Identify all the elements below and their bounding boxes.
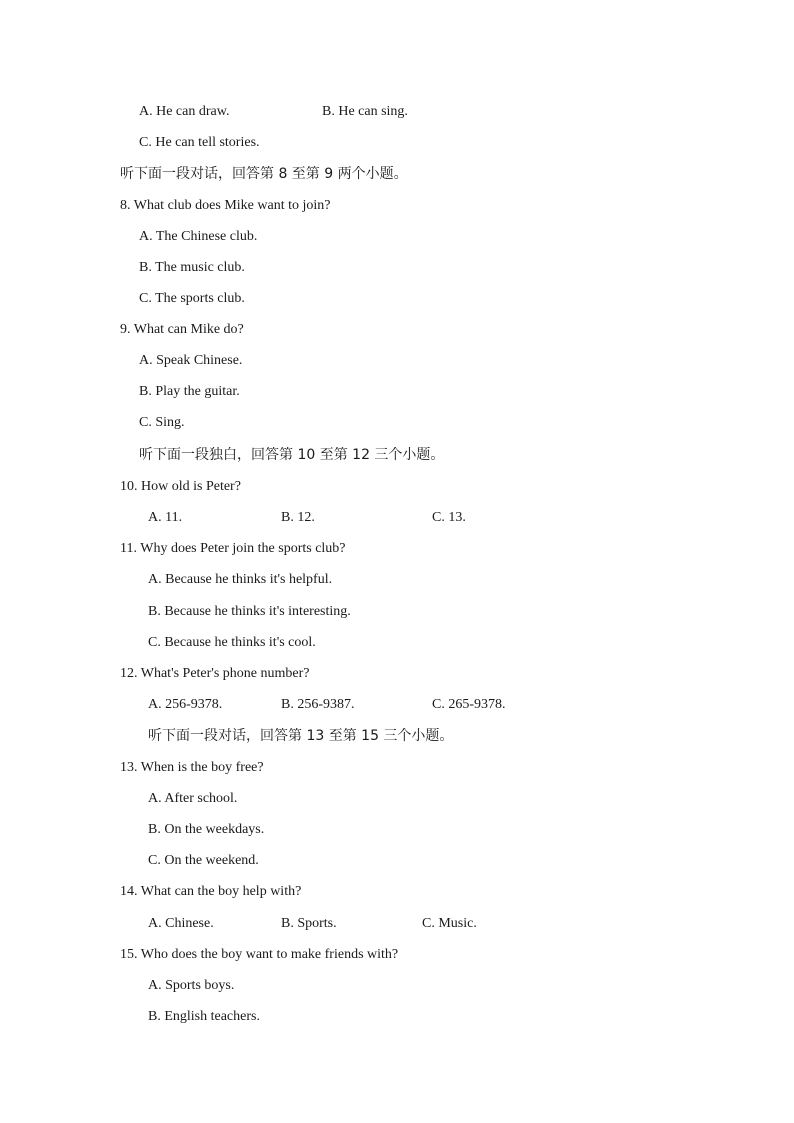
q11-option-c: C. Because he thinks it's cool. <box>148 635 316 650</box>
q11-question: 11. Why does Peter join the sports club? <box>120 541 346 556</box>
q14-option-a: A. Chinese. <box>148 916 214 931</box>
q12-option-a: A. 256-9378. <box>148 697 223 712</box>
section-instruction-10-12: 听下面一段独白，回答第 10 至第 12 三个小题。 <box>139 447 445 463</box>
q11-option-a: A. Because he thinks it's helpful. <box>148 572 333 587</box>
section-instruction-8-9: 听下面一段对话，回答第 8 至第 9 两个小题。 <box>120 166 408 182</box>
q11-option-b: B. Because he thinks it's interesting. <box>148 604 351 619</box>
q10-option-b: B. 12. <box>281 510 315 525</box>
q9-option-a: A. Speak Chinese. <box>139 353 243 368</box>
q12-question: 12. What's Peter's phone number? <box>120 666 310 681</box>
q9-option-c: C. Sing. <box>139 415 185 430</box>
q13-option-c: C. On the weekend. <box>148 853 259 868</box>
q14-option-b: B. Sports. <box>281 916 337 931</box>
q12-option-b: B. 256-9387. <box>281 697 355 712</box>
q9-option-b: B. Play the guitar. <box>139 384 240 399</box>
q13-question: 13. When is the boy free? <box>120 760 264 775</box>
q8-question: 8. What club does Mike want to join? <box>120 198 331 213</box>
q8-option-c: C. The sports club. <box>139 291 245 306</box>
q10-question: 10. How old is Peter? <box>120 479 241 494</box>
q7-option-a: A. He can draw. <box>139 104 230 119</box>
q15-question: 15. Who does the boy want to make friends with? <box>120 947 399 962</box>
q10-option-c: C. 13. <box>432 510 466 525</box>
q10-option-a: A. 11. <box>148 510 183 525</box>
q8-option-a: A. The Chinese club. <box>139 229 258 244</box>
q13-option-b: B. On the weekdays. <box>148 822 265 837</box>
q9-question: 9. What can Mike do? <box>120 322 244 337</box>
q7-option-c: C. He can tell stories. <box>139 135 260 150</box>
section-instruction-13-15: 听下面一段对话，回答第 13 至第 15 三个小题。 <box>148 728 454 744</box>
q12-option-c: C. 265-9378. <box>432 697 506 712</box>
q8-option-b: B. The music club. <box>139 260 245 275</box>
q7-option-b: B. He can sing. <box>322 104 408 119</box>
q15-option-b: B. English teachers. <box>148 1009 260 1024</box>
q13-option-a: A. After school. <box>148 791 238 806</box>
q15-option-a: A. Sports boys. <box>148 978 235 993</box>
q14-option-c: C. Music. <box>422 916 477 931</box>
q14-question: 14. What can the boy help with? <box>120 884 302 899</box>
